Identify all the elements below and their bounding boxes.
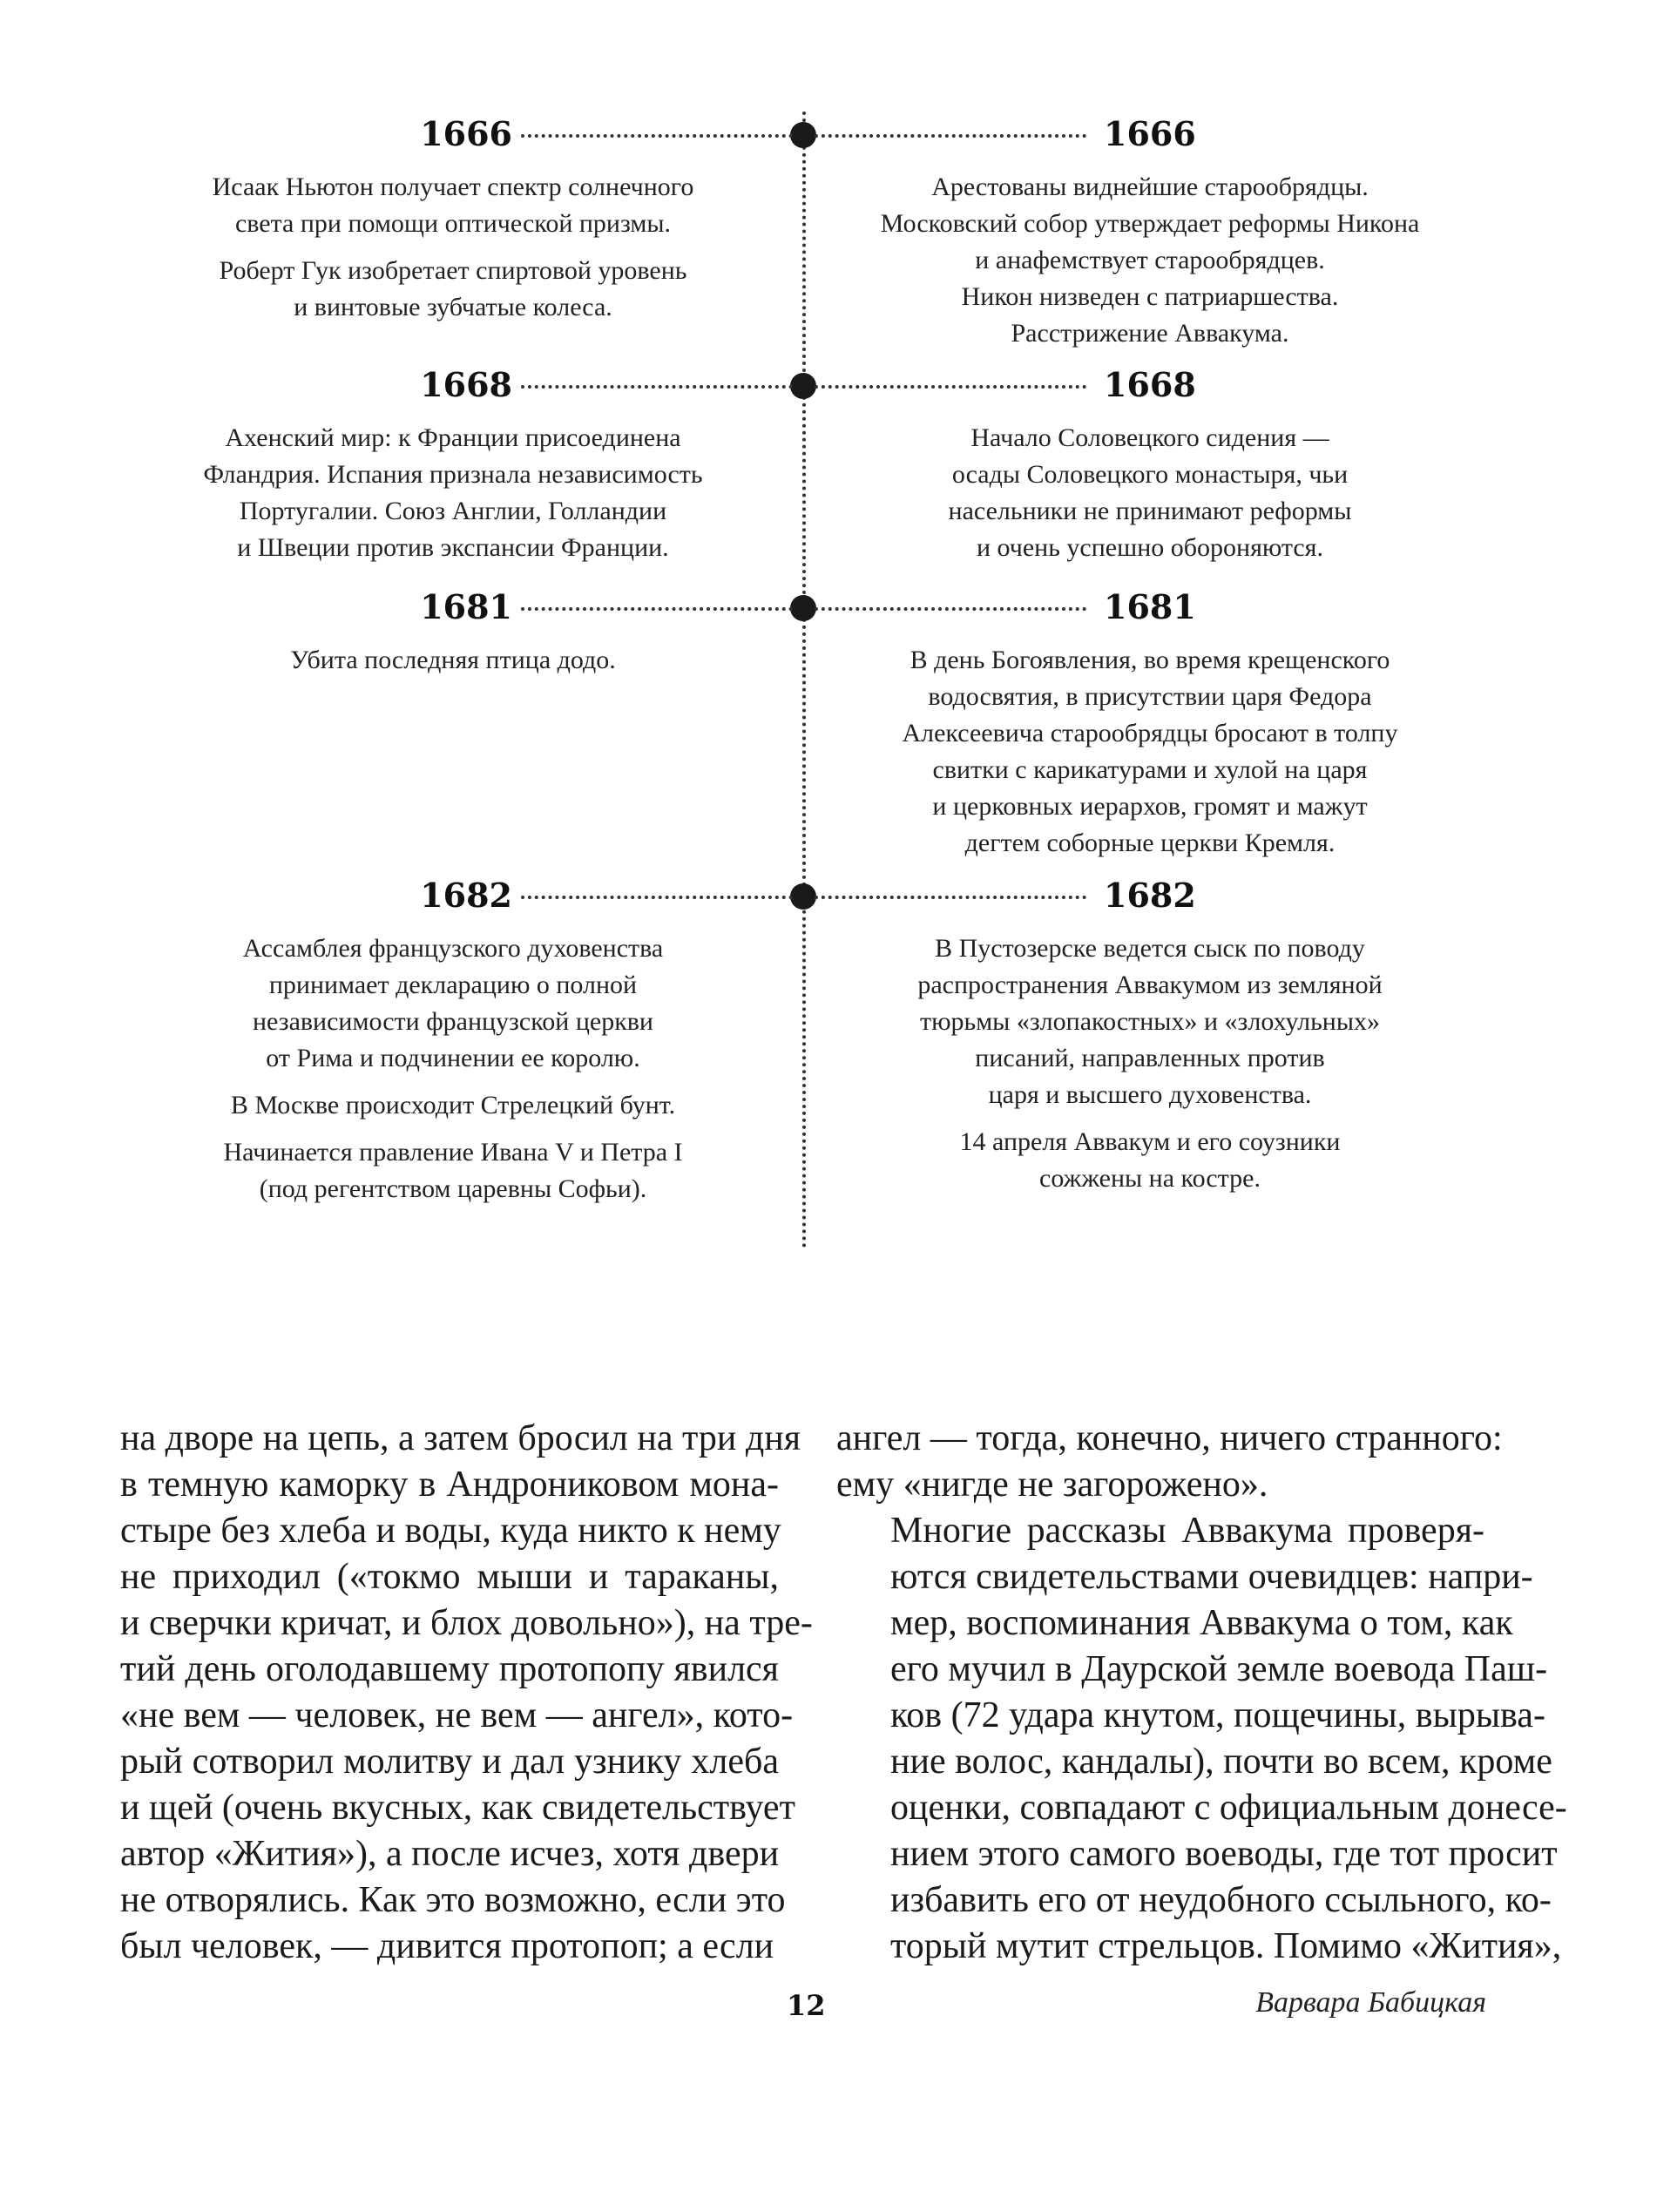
- event-line: распространения Аввакумом из земляной: [917, 971, 1383, 999]
- event-paragraph: [148, 642, 758, 679]
- body-line: нием этого самого воеводы, где тот просит: [890, 1834, 1558, 1874]
- body-paragraph: [120, 1416, 813, 1970]
- event-line: 14 апреля Аввакум и его соузники: [959, 1127, 1341, 1156]
- event-line: свитки с карикатурами и хулой на царя: [932, 755, 1368, 784]
- event-line: водосвятия, в присутствии царя Федора: [928, 682, 1372, 711]
- body-paragraph: [836, 1416, 1503, 1508]
- year-right: 1666: [1104, 114, 1196, 153]
- event-paragraph: [815, 169, 1485, 352]
- event-line: и Швеции против экспансии Франции.: [237, 533, 669, 562]
- event-paragraph: [815, 420, 1485, 566]
- event-line: и винтовые зубчатые колеса.: [294, 293, 612, 321]
- event-line: тюрьмы «злопакостных» и «злохульных»: [919, 1007, 1380, 1036]
- body-line: не отворялись. Как это возможно, если это: [120, 1880, 786, 1920]
- leader-line-right: [815, 134, 1086, 138]
- body-paragraph: [836, 1508, 1567, 1970]
- body-line: ются свидетельствами очевидцев: напри-: [890, 1557, 1533, 1597]
- body-line: ему «нигде не загорожено».: [836, 1465, 1268, 1505]
- event-line: Исаак Ньютон получает спектр солнечного: [212, 172, 694, 201]
- event-text-right: [815, 642, 1485, 872]
- page-number: 12: [787, 1989, 826, 2022]
- event-paragraph: [148, 930, 758, 1077]
- body-line: ков (72 удара кнутом, пощечины, вырыва-: [890, 1695, 1545, 1735]
- event-line: Арестованы виднейшие старообрядцы.: [931, 172, 1369, 201]
- leader-line-left: [521, 607, 793, 611]
- body-line: в темную каморку в Андрониковом мона-: [120, 1465, 779, 1505]
- event-text-left: [148, 420, 758, 577]
- event-line: Московский собор утверждает реформы Никона: [880, 209, 1420, 238]
- event-line: Начинается правление Ивана V и Петра I: [223, 1138, 683, 1167]
- body-line: рый сотворил молитву и дал узнику хлеба: [120, 1742, 779, 1782]
- leader-line-right: [815, 607, 1086, 611]
- event-line: принимает декларацию о полной: [268, 971, 638, 999]
- event-line: Ахенский мир: к Франции присоединена: [225, 423, 681, 452]
- body-line: ангел — тогда, конечно, ничего странного:: [836, 1418, 1503, 1458]
- event-text-right: [815, 420, 1485, 577]
- event-line: писаний, направленных против: [975, 1044, 1325, 1072]
- body-line: избавить его от неудобного ссыльного, ко-: [890, 1880, 1552, 1920]
- leader-line-right: [815, 385, 1086, 389]
- body-line: автор «Жития»), а после исчез, хотя двери: [120, 1834, 780, 1874]
- year-left: 1666: [420, 114, 512, 153]
- event-line: (под регентством царевны Софьи).: [259, 1174, 647, 1203]
- event-text-right: [815, 169, 1485, 362]
- event-line: независимости французской церкви: [252, 1007, 653, 1036]
- event-line: В Пустозерске ведется сыск по поводу: [935, 934, 1365, 963]
- body-column-right: [836, 1416, 1567, 1970]
- body-column-left: [120, 1416, 813, 1970]
- body-line: не приходил («токмо мыши и тараканы,: [120, 1557, 779, 1597]
- body-line: был человек, — дивится протопоп; а если: [120, 1926, 774, 1966]
- year-right: 1681: [1104, 587, 1196, 626]
- event-line: Ассамблея французского духовенства: [242, 934, 664, 963]
- leader-line-left: [521, 385, 793, 389]
- event-line: Фландрия. Испания признала независимость: [203, 460, 703, 489]
- year-right: 1668: [1104, 365, 1196, 404]
- event-line: Никон низведен с патриаршества.: [961, 282, 1339, 311]
- year-left: 1681: [420, 587, 512, 626]
- body-line: на дворе на цепь, а затем бросил на три дня: [120, 1418, 801, 1458]
- year-left: 1682: [420, 876, 512, 915]
- event-paragraph: [148, 420, 758, 566]
- leader-line-right: [815, 896, 1086, 899]
- event-line: царя и высшего духовенства.: [988, 1080, 1312, 1109]
- event-line: Убита последняя птица додо.: [290, 646, 616, 674]
- event-text-left: [148, 642, 758, 689]
- running-author: Варвара Бабицкая: [1255, 1986, 1486, 2019]
- body-line: его мучил в Даурской земле воевода Паш-: [890, 1649, 1548, 1689]
- event-paragraph: [815, 1124, 1485, 1197]
- body-line: оценки, совпадают с официальным донесе-: [890, 1788, 1567, 1828]
- event-line: насельники не принимают реформы: [948, 497, 1352, 525]
- event-line: и очень успешно обороняются.: [977, 533, 1323, 562]
- event-line: света при помощи оптической призмы.: [234, 209, 672, 238]
- body-line: ние волос, кандалы), почти во всем, кроме: [890, 1742, 1552, 1782]
- body-line: «не вем — человек, не вем — ангел», кото-: [120, 1695, 794, 1735]
- event-paragraph: [148, 169, 758, 242]
- event-text-left: [148, 169, 758, 336]
- timeline-dot: [790, 883, 816, 910]
- event-line: сожжены на костре.: [1039, 1164, 1261, 1193]
- year-right: 1682: [1104, 876, 1196, 915]
- body-line: мер, воспоминания Аввакума о том, как: [890, 1603, 1513, 1643]
- event-line: Расстрижение Аввакума.: [1011, 319, 1289, 348]
- body-line: и щей (очень вкусных, как свидетельствует: [120, 1788, 795, 1828]
- event-text-left: [148, 930, 758, 1218]
- body-line: тий день оголодавшему протопопу явился: [120, 1649, 779, 1689]
- event-line: и анафемствует старообрядцев.: [975, 246, 1325, 274]
- timeline-dot: [790, 373, 816, 399]
- event-paragraph: [148, 253, 758, 326]
- event-text-right: [815, 930, 1485, 1207]
- event-line: Алексеевича старообрядцы бросают в толпу: [902, 719, 1398, 747]
- timeline-axis: [802, 112, 806, 1248]
- event-paragraph: [815, 930, 1485, 1113]
- body-line: и сверчки кричат, и блох довольно»), на тре-: [120, 1603, 813, 1643]
- event-paragraph: [148, 1134, 758, 1207]
- body-line: торый мутит стрельцов. Помимо «Жития»,: [890, 1926, 1562, 1966]
- event-line: Начало Соловецкого сидения —: [970, 423, 1329, 452]
- leader-line-left: [521, 896, 793, 899]
- body-line: стыре без хлеба и воды, куда никто к нему: [120, 1511, 781, 1551]
- event-line: В Москве происходит Стрелецкий бунт.: [230, 1091, 676, 1120]
- timeline-dot: [790, 595, 816, 621]
- event-line: дегтем соборные церкви Кремля.: [964, 829, 1336, 857]
- event-line: В день Богоявления, во время крещенского: [910, 646, 1390, 674]
- body-line: Многие рассказы Аввакума проверя-: [890, 1511, 1484, 1551]
- event-paragraph: [815, 642, 1485, 862]
- event-line: и церковных иерархов, громят и мажут: [932, 792, 1368, 821]
- event-line: от Рима и подчинении ее королю.: [266, 1044, 640, 1072]
- leader-line-left: [521, 134, 793, 138]
- event-line: Португалии. Союз Англии, Голландии: [239, 497, 667, 525]
- timeline-dot: [790, 122, 816, 148]
- event-line: Роберт Гук изобретает спиртовой уровень: [219, 256, 687, 285]
- event-line: осады Соловецкого монастыря, чьи: [951, 460, 1349, 489]
- event-paragraph: [148, 1087, 758, 1124]
- year-left: 1668: [420, 365, 512, 404]
